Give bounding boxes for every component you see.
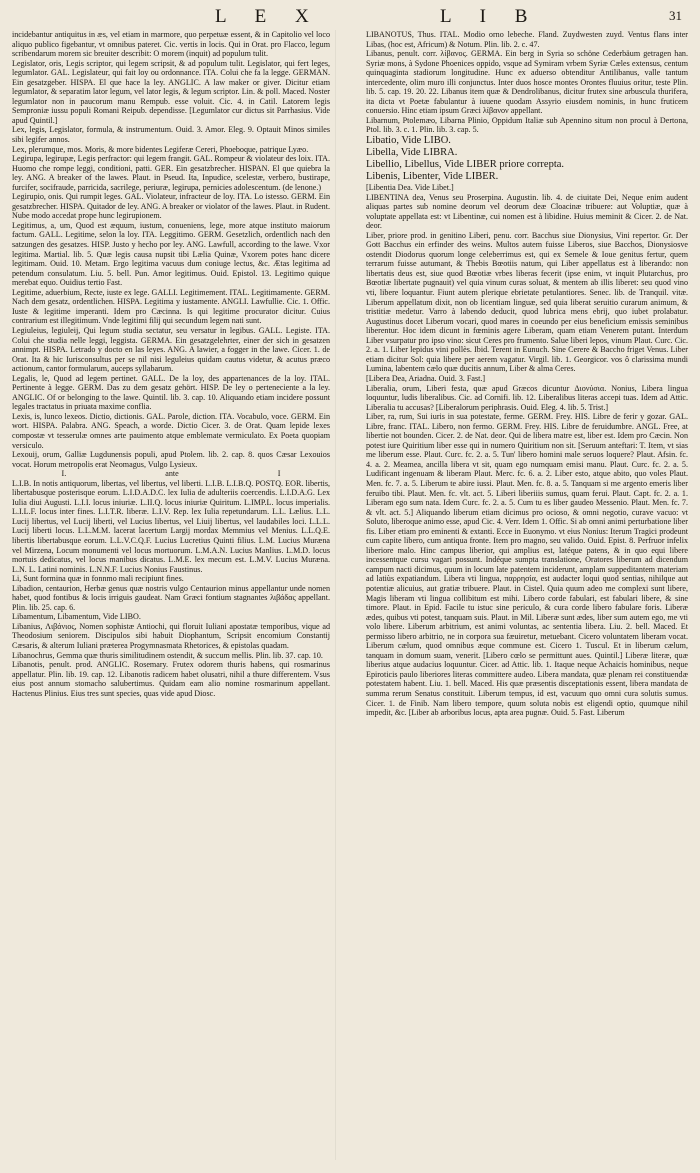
- section-head-left: I.: [61, 469, 67, 479]
- lemma-line: Libenis, Libenter, Vide LIBER.: [366, 171, 499, 183]
- entry-paragraph: Li, Sunt formina quæ in fonnmo mali recipiunt fines.: [12, 574, 184, 584]
- column-gutter: [335, 30, 336, 1160]
- entry-paragraph: Liber, ra, rum, Sui iuris in sua potestate, ferme. GERM. Frey. HIS. Libre de ferir y gozar. GAL. Libre, franc. ITAL. Libero, non fermo. GERM. Frey. HIS. Libre de feruidumbre. ANGL. Free, at libertie not bounden. Cicer. 2. de Nat. deor. Qui de libera matre est, liber est. Idem pro Cæcin. Non potest iure Quiritium liber esse qui in numero Quiritium non sit. [Seruum anteftari: T. Item, vt sias me liberum esse. Plaut. Curc. fc. 2. a. 5. Tun' libero homini male seruos loquere? Plaut. Afsin. fc. 4. a. 2. Meamea, ancilla libera vt sit, quam ego numquam emisi manu. Plaut. Curc. fc. 2. a. 5. Ludificant ingenuam & liberam Plaut. Merc. fc. 6. a. 2. Liber esto, atque abito, quo voles Plaut. Men. fc. 7. a. 5. Liberum te abire iussi. Plaut. Men. fc. 8. a. 5. Tanquam si me argento emeris liber feruibo tibi. Plaut. Men. fc. vlt. act. 5. Liberi liberiiis sumus, quam ferui. Plaut. Capt. fc. 2. a. 1. Liberam ego sum nata. Idem Curc. fc. 2. a. 5. Cum tu es liber gaudeo Messenio. Plaut. Men. fc. 7. & vlt. act. 5.] Aliquando liberum etiam dicimus pro ocioso, & omni negotio, curave vacuo: vt Soluto, liberoque animo esse, apud Cic. 4. Verr. Idem 1. Offic. Si ab omni animi perturbatione liber fis. Liber etiam pro eminenti & extanti. Ecce in Euonymo. vt eius Nonius: Iterum Tragici prodeunt cum capite libero, cum antiqua fronte. Item pro magno, seu valido. Ouid. Epist. 8. Perfruor infelix liberiore malo. Hinc campus liberior, qui amplius est, latéque patens, & in quo equi libere incessentque cursu vagari possunt. Indéque sumpta translatione, Oratores liberum ad dicendum campum nacti dicimus, quum in locum late patentem inciderunt, amplam suppeditantem materiam ad latiùs expatiandum. Libera vti lingua, παρρησία, est audacter loqui quod sentias, nihilque aut potentiæ alicuius, aut gratiæ tribuere. Plaut. in Cistel. Quia quum adeo me complexi sunt libere, Magis liberam vti lingua collibitum est mihi. Libero corde fabulari, est fabulari libere, & sine timore. Plaut. in Epid. Facile tu istuc sine periculo, & cura corde libero fabulare foris. Liberæ ædes, quibus vti potest, tanquam suis. Plaut. in Mil. Liberæ sunt ædes, liber sum autem ego, me vti volo libere. Liberum arbitrium, est animi voluntas, ac sententia libera. Liu. 2. bell. Maced. Et permisso libero arbitrio, ne in corpora sua fæuiretur, metuebant. Cicero voluntatem liberam vocat. Liberum cælum, quod omnibus æque commune est. Cicero 1. Tuscul. Et in liberum cælum, tanquam in domum suam, venerit. [Libero cœlo se permittunt aues. Quintil.] Liberæ literæ, quæ liberius atque audacius loquuntur. Cicer. ad Attic. lib. 1. Itaque neque Achaicis hominibus, neque Epiroticis paulo liberiores literas committere audeo. Libera mandata, quæ plenam rei constituendæ potestatem habent. Liu. 1. bell. Maced. His quæ præsentis disceptationis essent, libera mandata de summa rerum Senatus constituit. Liberum tempus, id est, vacuum quo omni cura solutis sumus. Cicer. 1. de Finib. Nam libero tempore, quum soluta nobis est eligendi optio, quumque nihil impedit, &c. [Liber ab arboribus locus, apta area pugnæ. Ouid. 5. Fast. Liberum: [366, 412, 688, 718]
- entry-paragraph: Lexouij, orum, Galliæ Lugdunensis populi, apud Ptolem. lib. 2. cap. 8. quos Cæsar Lexouios vocat. Horum metropolis erat Neomagus, Vulgo Lysieux.: [12, 450, 330, 469]
- lemma-line: Libatio, Vide LIBO.: [366, 135, 451, 147]
- entry-paragraph: Libarnum, Ptolemæo, Libarna Plinio, Oppidum Italiæ sub Apennino situm non procul à Dertona, Ptol. lib. 3. c. 1. Plin. lib. 3. cap. 5.: [366, 115, 688, 135]
- entry-paragraph: incidebantur antiquitus in æs, vel etiam in marmore, quo perpetuæ essent, & in Capitolio vel loco aliquo publico figebantur, vt omnibus pateret. Cic. vertis in locis. Qui in Orat. pro Flacco, legum scribendarum morem sic breuiter describit: O morem (inquit) ad populum tulit.: [12, 30, 330, 59]
- running-head: [0, 4, 700, 30]
- lemma-line: Libellio, Libellus, Vide LIBER priore correpta.: [366, 159, 565, 171]
- running-head-right: L I B: [440, 6, 540, 27]
- entry-paragraph: Legislator, oris, Legis scriptor, qui legem scripsit, & ad populum tulit. Legislator, qui fert leges, legumlator. GAL. Legislateur, qui fait loy ou ordonnance. ITA. Colui che fa la legge. GERMAN. Ein gesatzgeber. HISPA. El que hace la ley. ANGLIC. A law maker or giver. Dicitur etiam legumlator, & separatim lator legum, vel lator legis, & legum scriptor. Lin. & poll. Maced. Noster legumlator non in paucorum manu Rempub. esse voluit. Cic. 4. in Catil. Latorem legis Semproniæ iussu populi Romani Reipub. dependisse. [Legumlator cur dictus sit Parrhasius. Vide apud Quintil.]: [12, 58, 330, 125]
- left-column: [12, 30, 330, 1166]
- entry-paragraph: Legirupa, legirupæ, Legis perfractor: qui legem frangit. GAL. Rompeur & violateur des loix. ITA. Huomo che rompe leggi, conditioni, patti. GER. Ein gesatzbrecher. HISPAN. El que quiebra la ley. ANG. A breaker of the lawes. Plaut. in Pseud. Ita, Inpudice, scelestæ, verbero, bustirape, furcifer, socifraude, parricida, sacrilege, periuræ, legirupa, pernicies adolescentum. (de lenone.): [12, 154, 330, 192]
- entry-paragraph: Lex, legis, Legislator, formula, & instrumentum. Ouid. 3. Amor. Eleg. 9. Optauit Minos similes sibi legifer annos.: [12, 125, 330, 145]
- entry-paragraph: LIBANOTUS, Thus. ITAL. Modio orno lebeche. Fland. Zuydwesten zuyd. Ventus flans inter Libas, (hoc est, Africum) & Notum. Plin. lib. 2. c. 47.: [366, 30, 688, 49]
- entry-paragraph: Libanochrus, Gemma quæ thuris similitudinem ostendit, & succum mellis. Plin. lib. 37. cap. 10.: [12, 650, 323, 660]
- entry-paragraph: [Libentia Dea. Vide Libet.]: [366, 183, 454, 193]
- right-column: [366, 30, 688, 1166]
- entry-paragraph: Lexis, is, lunco lexeos. Dictio, dictionis. GAL. Parole, diction. ITA. Vocabulo, voce. GERM. Ein wort. HISPA. Palabra. ANG. Speach, a worde. Dictio Cicer. 3. de Orat. Quam lepide lexes compostæ vt tesserulæ omnes arte pauimento atque emblemate vermiculato. Ex Poeta quopiam versiculo.: [12, 411, 330, 450]
- entry-paragraph: Libanus, penult. corr. λίβανος. GERMA. Ein berg in Syria so schöne Cederbäum getragen han. Syriæ mons, à Sydone Phoenices oppido, vsque ad Symiram vrbem Syriæ Cæles extensus, centum quinquaginta stadiorum longitudine. Hunc ex aduerso obtenditur Antilibanus, valle tantum intercedente, olim muro illi conjunctus. Inter duos hosce montes Orontes fluuius oritur, teste Plin. lib. 5. cap. 19. 20. 22. Libanus item quæ & Dendrolibanus, dicitur frutex sine arbuscula thurifera, ita dicta vt Poetæ fabulantur à iuuene quodam Assyrio eiusdem nominis, in hunc fruticem conuersio. Hinc etiam ipsum Græci λίβανον appellant.: [366, 49, 688, 116]
- lemma-line: Libella, Vide LIBRA.: [366, 147, 458, 159]
- entry-paragraph: Libanotis, penult. prod. ANGLIC. Rosemary. Frutex odorem thuris habens, qui rosmarinus appellatur. Plin. lib. 19. cap. 12. Libanotis radicem habet olusatri, nihil a thure differentem. Vsus eius post annum stomacho salubertimus. Quidam eam alio nomine rosmarinum appellant. Hactenus Plinius. Eius tres sunt species, quas vide apud Diosc.: [12, 660, 330, 698]
- entry-paragraph: Legitime, aduerbium, Recte, iuste ex lege. GALLI. Legitimement. ITAL. Legitimamente. GERM. Nach dem gesatz, ordentlichen. HISPA. Legitima y iustamente. ANGLI. Lawfullie. Cic. 1. Offic. Iuste & legitime imperanti. Idem pro Cæcinna. Is qui legitime procurator dicitur. Cuius contrarium est illegitimum. Vnde legitimi filij qui secundum legem nati sunt.: [12, 287, 330, 326]
- entry-paragraph: Legirupio, onis. Qui rumpit leges. GAL. Violateur, infracteur de loy. ITA. Lo istesso. GERM. Ein gesatzbrecher. HISPA. Quitador de ley. ANG. A breaker or violator of the lawes. Plaut. in Rudent. Nube modo accedat prope hunc legirupionem.: [12, 192, 330, 221]
- entry-paragraph: Lex, plerumque, mos. Moris, & more bidentes Legiferæ Cereri, Phoeboque, patrique Lyæo.: [12, 144, 309, 154]
- entry-paragraph: Legalis, le, Quod ad legem pertinet. GALL. De la loy, des appartenances de la loy. ITAL. Pertinente à legge. GERM. Das zu dem gesatz gehört. HISP. De ley o perteneciente a la ley. ANGLIC. Of or belonging to the lawe. Quintil. lib. 3. cap. 10. Aliquando etiam incidere possunt legales tractatus in priuata maxime conflia.: [12, 373, 330, 412]
- running-head-left: L E X: [215, 6, 321, 27]
- entry-paragraph: Libanius, Λιβάνιος, Nomen sophistæ Antiochi, qui floruit Iuliani apostatæ temporibus, vique ad Theodosium seniorem. Discipulos sibi habuit Diophantum, Scripsit encomium Constantij Cæsaris, & alterum Iuliani præterea Progymnasmata Rhetorices, & epistolas quadam.: [12, 621, 330, 650]
- section-head-right: I: [277, 469, 281, 479]
- entry-paragraph: Libadion, centaurion, Herbæ genus quæ nostris vulgo Centaurion minus appellantur unde nomen habet, quod fontibus & locis irriguis gaudeat. Nam Græci fontium stagnantes λιβάδας appellant. Plin. lib. 25. cap. 6.: [12, 583, 330, 612]
- entry-paragraph: [Libera Dea, Ariadna. Ouid. 3. Fast.]: [366, 373, 486, 383]
- entry-paragraph: Libamentum, Libamentum, Vide LIBO.: [12, 612, 141, 622]
- entry-paragraph: Legitimus, a, um, Quod est æquum, iustum, conueniens, lege, more atque instituto maiorum factum. GALL. Legitime, selon la loy. ITA. Leggitimo. GERM. Gesetzlich, ordentlich nach den satzungen des gesatzes. HISP. Justo y hecho por ley. ANG. Lawfull, according to the lawe. Vxor legitima. Martial. lib. 5. Quæ legis causa nupsit tibi Lælia Quinæ, Vxorem potes hanc dicere legitimam. Ouid. 10. Metam. Ergo legitima vacuus dum coniuge lectus, &c. Ætas legitima ad petendum consulatum. Liu. 5. bell. Pun. Amor legitimus. Ouid. Epistol. 13. Legitimo quique merebat equo. Ouidius tertio Fast.: [12, 220, 330, 288]
- entry-paragraph: LIBENTINA dea, Venus seu Proserpina. Augustin. lib. 4. de ciuitate Dei, Neque enim audent aliquas partes sub nomine deorum vel deorum deæ Cloacinæ tribuere: aut Voluptiæ, quæ à voluptate appellata est: vt Libentinæ, cui nomen est à libidine. Huius meminit & Cicer. 2. de Nat. deor.: [366, 192, 688, 231]
- entry-paragraph: Legiuleius, legiuleij, Qui legum studia sectatur, seu versatur in legibus. GALL. Legiste. ITA. Colui che studia nelle leggi, leggista. GERMA. Ein gesatzgelehrter, einer der sich in gesatzen annimpt. HISPA. Letrado y docto en las leyes. ANG. A lawier, a fogger in the lawe. Cicer. 1. de Orat. Ita & hic Iurisconsultus per se nil nisi leguleius quidam cautus videtur, & acutus præco actionum, cantor formularum, auceps syllabarum.: [12, 325, 330, 374]
- entry-paragraph: L.I.B. In notis antiquorum, libertas, vel libertus, vel liberti. L.I.B. L.I.B.Q. POSTQ. EOR. libertis, libertabusque posterisque eorum. L.I.D.A.D.C. lex Iulia de adulteriis coercendis. L.I.D.A.G. Lex Iulia diui Augusti. L.I.I. locus iniuriæ. L.II.Q. locus iniuriæ Quiritum. L.IMP.L. locus imperialis. L.I.L.F. locus inter fines. L.I.T.R. liberæ. L.I.V. Rep. lex Iulia repetundarum. L.L. Lælius. L.L. Lucij libertus, vel Lucij liberti, vel Lucius libertus, vel Liuij libertus, vel laudabiles loci. L.L.L. Lucij liberti locus. L.L.M.M. lacerat lacertum Largij mordax Memmius vel Menius. L.L.Q.E. libertis libertabusque eorum. L.L.V.C.Q.F. Lucius Lucretius Quinti filius. L.M. Lucius Muræna vel Mirzena, Locum monumenti vel locus mortuorum. L.M.A.N. Lucius Manlius. L.M.D. locus mortuis dedicatus, vel locus manibus dicatus. L.M.E. lex mecum est. L.M.V. Lucius Muræna. L.N. L. Latini nominis. L.N.N.F. Lucius Nonius Faustinus.: [12, 478, 330, 574]
- section-heading: [12, 469, 330, 479]
- entry-paragraph: Liber, priore prod. in genitino Liberi, penu. corr. Bacchus siue Dionysius, Vini repertor. Gr. Der Gott Bacchus ein erfinder des weins. Multos autem fuisse Liberos, siue Bacchos, Dionysiosve ostendit Diodorus quorum longe celeberrimus est, qui ex Semele & Ioue genitus fertur, quem terrarum fuisse autumant, & Thebis Bœotiis natum, qui Liber appellatus est à liberando: non libertatis deus est, siue quod Bœotiæ vrbes liberas fecerit (ipse enim, vt inquit Plutarchus, pro Bœotiæ libertate pugnauit) vel quia vinum curas soluat, & mentem ab illis liberet: seu quod vino vti, libere loquantur. Fiunt autem plerique ebrietate petulantiores. Senec. lib. de Tranquil. vitæ. Liberum appellatum dixit, non ob licentiam linguæ, sed quia liberat seruitio curarum animum, & tristitiæ medetur. Varro à labendo deducit, quod lubrica mens ebrij, quo iubet prolabatur. Augustinus docet Liberum vocari, quod mares in coeundo per eius beneficium emissis seminibus liberentur. Hoc idem dicunt in fœminis agere Liberam, quam etiam Venerem putant. Interdum Liber vsurpatur pro ipso vino: sicut Ceres pro frumento. Salue liberi lepos, vinum Plaut. Curc. Cic. 2. a. 1. Liber lepidus vini pollès. Ibid. Terent in Eunuch. Sine Cerere & Baccho friget Venus. Liber etiam dicitur Sol: quia libere per aerem vagatur. Virgil. lib. 1. Georgicor. vos ô clarissima mundi Lumina, labentem cælo quæ ducitis annum, Liber & alma Ceres.: [366, 230, 688, 374]
- entry-paragraph: Liberalia, orum, Liberi festa, quæ apud Græcos dicuntur Διονύσια. Nonius, Libera lingua loquuntur, ludis liberalibus. Cic. ad Cornifi. lib. 12. Liberalibus literas accepi tuas. Idem ad Attic. Liberalia tu accusas? [Liberalorum periphrasis. Ouid. Eleg. 4. lib. 5. Trist.]: [366, 383, 688, 412]
- section-head-middle: ante: [165, 469, 179, 479]
- page-number: 31: [669, 8, 682, 23]
